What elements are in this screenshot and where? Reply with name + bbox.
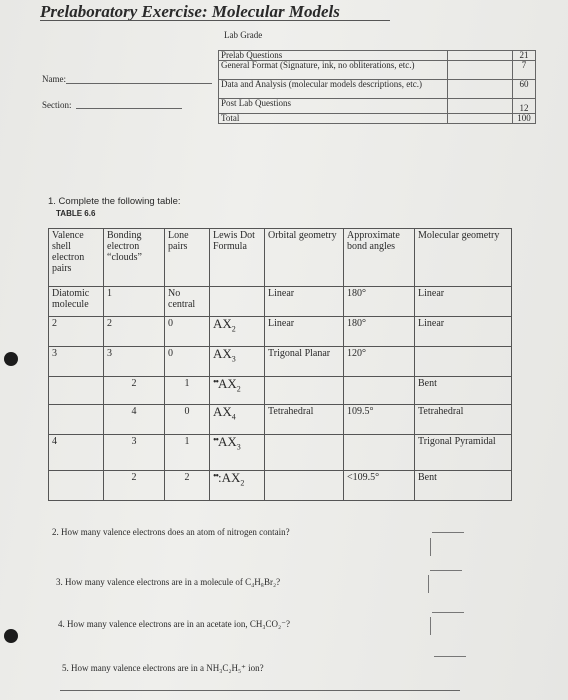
- lab-grade-heading: Lab Grade: [224, 30, 263, 40]
- orbital-cell: Tetrahedral: [265, 405, 344, 435]
- header-cell: Lone pairs: [165, 229, 210, 287]
- angle-cell: 120°: [344, 347, 415, 377]
- lone-pair-dots: ••: [213, 377, 219, 388]
- answer-line[interactable]: [434, 656, 466, 657]
- bond-cell: 1: [104, 287, 165, 317]
- punch-hole: [4, 629, 18, 643]
- lewis-cell: [210, 347, 265, 377]
- lone-pair-dots: ••: [213, 471, 219, 482]
- lewis-formula: AX: [218, 434, 237, 449]
- lewis-subscript: 2: [231, 324, 236, 334]
- grade-points: 12: [513, 99, 536, 114]
- grade-label: Post Lab Questions: [219, 99, 448, 114]
- table-row: [49, 377, 512, 405]
- molecular-cell: Linear: [415, 317, 512, 347]
- lewis-cell: [210, 435, 265, 471]
- table-row: [49, 317, 512, 347]
- grade-points: 60: [513, 80, 536, 99]
- orbital-cell: [265, 471, 344, 501]
- vsep-cell: [49, 377, 104, 405]
- angle-cell: 180°: [344, 287, 415, 317]
- answer-margin-line: [428, 575, 429, 593]
- table-row: [219, 114, 536, 124]
- vsep-cell: 4: [49, 435, 104, 471]
- lewis-formula: AX: [213, 404, 232, 419]
- table-row: [49, 347, 512, 377]
- bond-cell: 3: [104, 347, 165, 377]
- angle-cell: [344, 377, 415, 405]
- lone-cell: 0: [165, 347, 210, 377]
- section-field[interactable]: [76, 108, 182, 109]
- molecular-cell: Linear: [415, 287, 512, 317]
- bond-cell: 2: [104, 317, 165, 347]
- lone-cell: 1: [165, 377, 210, 405]
- molecular-cell: Tetrahedral: [415, 405, 512, 435]
- table-row: [49, 435, 512, 471]
- header-cell: Molecular geometry: [415, 229, 512, 287]
- lewis-subscript: 3: [236, 442, 241, 452]
- molecular-cell: Bent: [415, 377, 512, 405]
- name-label: Name:: [42, 74, 66, 84]
- header-row: [49, 229, 512, 287]
- header-cell: Orbital geometry: [265, 229, 344, 287]
- vsep-cell: 2: [49, 317, 104, 347]
- table-row: [219, 61, 536, 80]
- orbital-cell: Linear: [265, 317, 344, 347]
- answer-line[interactable]: [430, 570, 462, 571]
- grade-label: Data and Analysis (molecular models descriptions, etc.): [219, 80, 448, 99]
- lone-cell: 0: [165, 317, 210, 347]
- vsep-cell: [49, 405, 104, 435]
- molecular-cell: [415, 347, 512, 377]
- grade-label: Total: [219, 114, 448, 124]
- table-row: [219, 80, 536, 99]
- lab-grade-table: [218, 50, 536, 124]
- vsep-cell: Diatomic molecule: [49, 287, 104, 317]
- table-row: [219, 51, 536, 61]
- punch-hole: [4, 352, 18, 366]
- lone-cell: 1: [165, 435, 210, 471]
- lewis-subscript: 2: [240, 478, 245, 488]
- lewis-formula: :AX: [218, 470, 241, 485]
- orbital-cell: Trigonal Planar: [265, 347, 344, 377]
- title-underline: [40, 20, 390, 21]
- table-row: [49, 471, 512, 501]
- answer-margin-line: [430, 617, 431, 635]
- section-label: Section:: [42, 100, 72, 110]
- grade-points: 7: [513, 61, 536, 80]
- question-2: 2. How many valence electrons does an atom of nitrogen contain?: [52, 527, 290, 537]
- grade-label: Prelab Questions: [219, 51, 448, 61]
- orbital-cell: Linear: [265, 287, 344, 317]
- answer-margin-line: [430, 538, 431, 556]
- bond-cell: 2: [104, 471, 165, 501]
- grade-points: 100: [513, 114, 536, 124]
- lone-cell: 0: [165, 405, 210, 435]
- header-cell: Valence shell electron pairs: [49, 229, 104, 287]
- vsepr-table: [48, 228, 512, 501]
- molecular-cell: Trigonal Pyramidal: [415, 435, 512, 471]
- lone-cell: 2: [165, 471, 210, 501]
- angle-cell: 109.5°: [344, 405, 415, 435]
- grade-points: 21: [513, 51, 536, 61]
- lewis-cell: [210, 287, 265, 317]
- lewis-cell: [210, 377, 265, 405]
- question-4: 4. How many valence electrons are in an acetate ion, CH₃CO₂⁻?: [58, 619, 290, 629]
- lewis-cell: [210, 317, 265, 347]
- bottom-line: [60, 690, 460, 691]
- question-3: 3. How many valence electrons are in a molecule of C₄H₈Br₂?: [56, 577, 281, 587]
- lewis-cell: [210, 405, 265, 435]
- lewis-subscript: 2: [236, 384, 241, 394]
- question-1: 1. Complete the following table:: [48, 196, 181, 207]
- bond-cell: 2: [104, 377, 165, 405]
- lewis-formula: AX: [218, 376, 237, 391]
- bond-cell: 4: [104, 405, 165, 435]
- vsep-cell: 3: [49, 347, 104, 377]
- header-cell: Lewis Dot Formula: [210, 229, 265, 287]
- page-title: Prelaboratory Exercise: Molecular Models: [40, 2, 340, 21]
- lewis-subscript: 4: [231, 412, 236, 422]
- lone-cell: No central: [165, 287, 210, 317]
- header-cell: Bonding electron “clouds”: [104, 229, 165, 287]
- angle-cell: 180°: [344, 317, 415, 347]
- question-5: 5. How many valence electrons are in a NH₃C₂H₅⁺ ion?: [62, 663, 264, 673]
- angle-cell: [344, 435, 415, 471]
- table-row: [49, 405, 512, 435]
- header-cell: Approximate bond angles: [344, 229, 415, 287]
- angle-cell: <109.5°: [344, 471, 415, 501]
- grade-label: General Format (Signature, ink, no obliterations, etc.): [219, 61, 448, 80]
- bond-cell: 3: [104, 435, 165, 471]
- table-row: [49, 287, 512, 317]
- answer-line[interactable]: [432, 612, 464, 613]
- lewis-formula: AX: [213, 316, 232, 331]
- vsep-cell: [49, 471, 104, 501]
- table-row: [219, 99, 536, 114]
- lewis-formula: AX: [213, 346, 232, 361]
- lewis-subscript: 3: [231, 354, 236, 364]
- table-label: TABLE 6.6: [56, 209, 96, 218]
- orbital-cell: [265, 435, 344, 471]
- name-field[interactable]: [66, 83, 212, 84]
- molecular-cell: Bent: [415, 471, 512, 501]
- lone-pair-dots: ••: [213, 435, 219, 446]
- lewis-cell: [210, 471, 265, 501]
- answer-line[interactable]: [432, 532, 464, 533]
- orbital-cell: [265, 377, 344, 405]
